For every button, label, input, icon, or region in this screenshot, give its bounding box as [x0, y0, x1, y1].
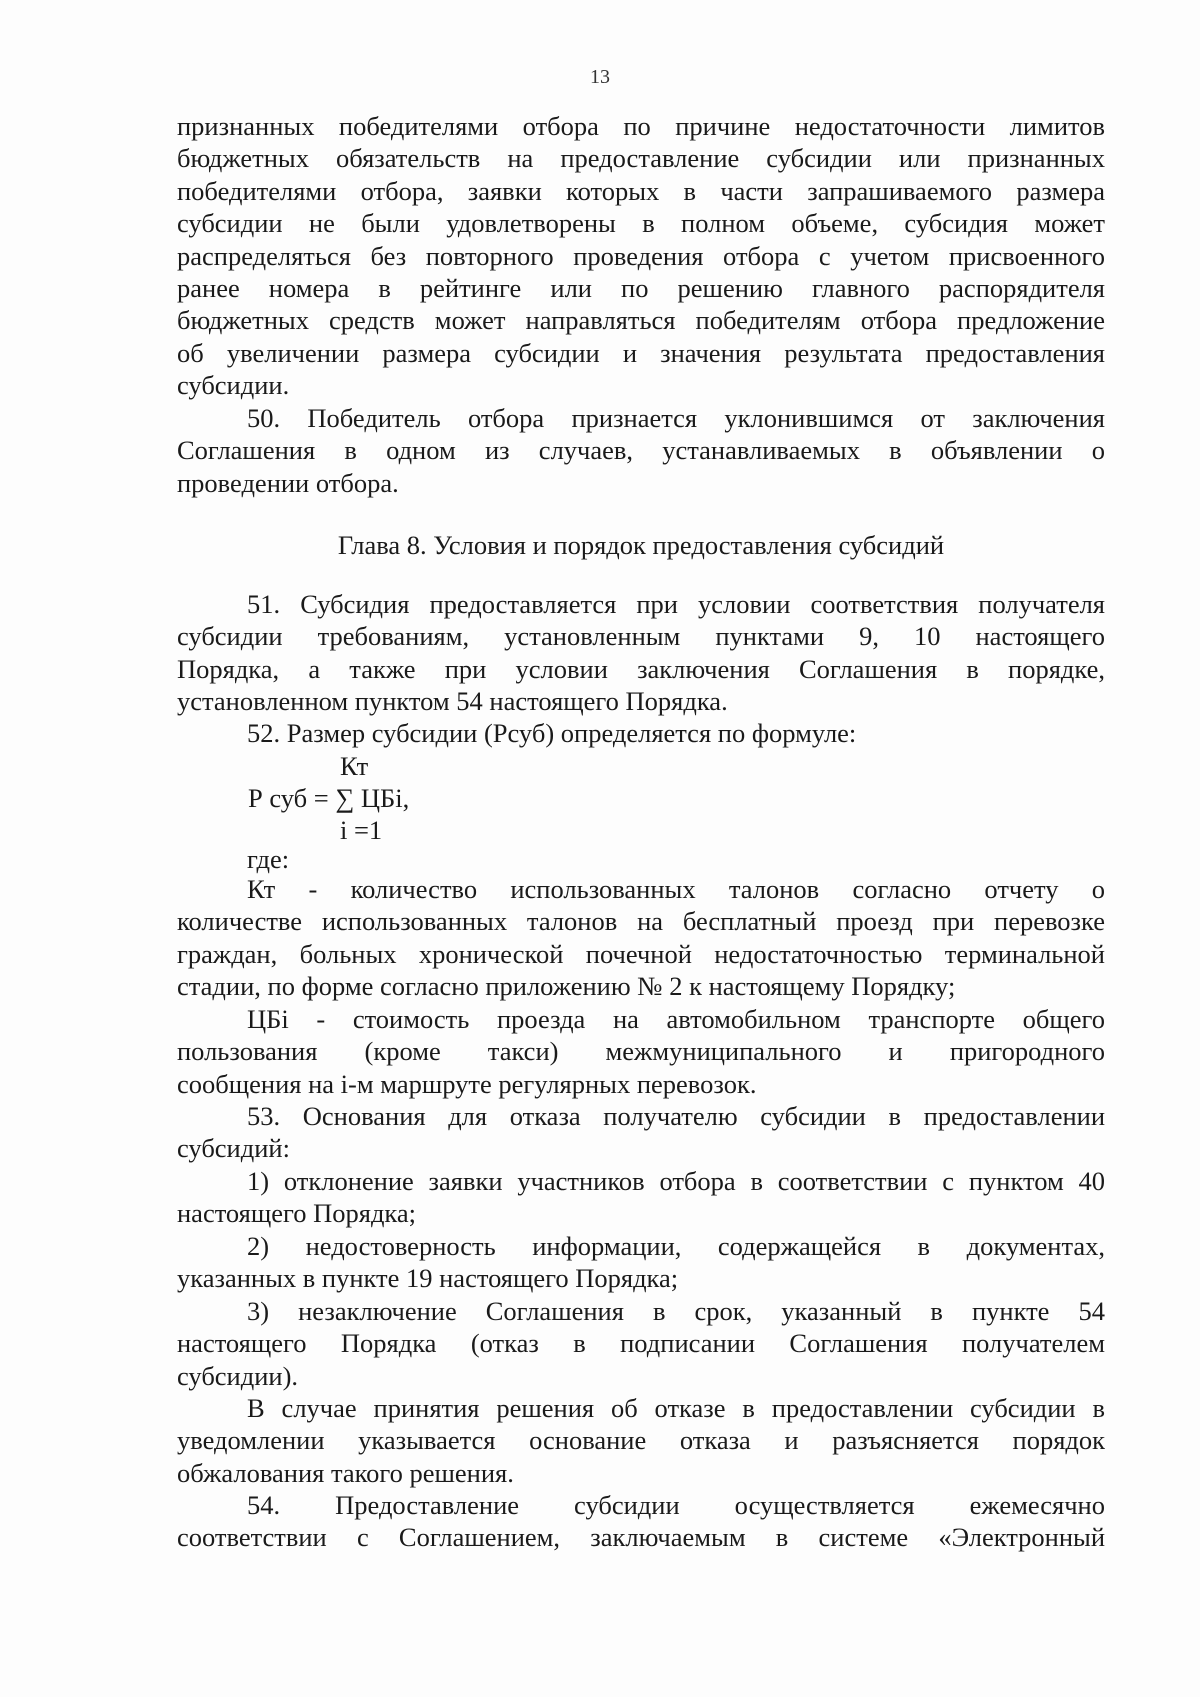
formula: [248, 750, 409, 846]
refusal-reason-3: [177, 1295, 1105, 1392]
text-line: соответствии с Соглашением, заключаемым в системе «Электронный: [177, 1522, 1105, 1553]
text-line: ранее номера в рейтинге или по решению главного распорядителя: [177, 273, 1105, 304]
text-line: 53. Основания для отказа получателю субсидии в предоставлении: [247, 1101, 1105, 1131]
text-line: субсидии не были удовлетворены в полном объеме, субсидия может: [177, 208, 1105, 239]
paragraph-53: [177, 1100, 1105, 1165]
text-line: 52. Размер субсидии (Рсуб) определяется по формуле:: [247, 718, 857, 748]
formula-lower-limit: i =1: [340, 815, 383, 845]
paragraph-50: [177, 402, 1105, 499]
text-line: настоящего Порядка (отказ в подписании Соглашения получателем: [177, 1328, 1105, 1359]
text-line: проведении отбора.: [177, 467, 399, 498]
kt-definition: [177, 873, 1105, 1003]
text-line: распределяться без повторного проведения отбора с учетом присвоенного: [177, 240, 1105, 271]
text-line: обжалования такого решения.: [177, 1457, 514, 1488]
text-line: ЦБi - стоимость проезда на автомобильном транспорте общего: [247, 1004, 1105, 1034]
text-line: бюджетных обязательств на предоставление субсидии или признанных: [177, 143, 1105, 174]
paragraph-51: [177, 588, 1105, 718]
text-line: сообщения на i-м маршруте регулярных перевозок.: [177, 1068, 757, 1099]
paragraph-continuation: [177, 110, 1105, 402]
text-line: установленном пунктом 54 настоящего Порядка.: [177, 686, 728, 717]
text-line: стадии, по форме согласно приложению № 2 к настоящему Порядку;: [177, 971, 956, 1002]
text-line: граждан, больных хронической почечной недостаточностью терминальной: [177, 938, 1105, 969]
text-line: 2) недостоверность информации, содержащейся в документах,: [247, 1231, 1105, 1261]
text-line: количестве использованных талонов на бесплатный проезд при перевозке: [177, 906, 1105, 937]
text-line: 50. Победитель отбора признается уклонившимся от заключения: [247, 403, 1105, 433]
formula-main: Р суб = ∑ ЦБi,: [248, 783, 410, 813]
text-line: 1) отклонение заявки участников отбора в соответствии с пунктом 40: [247, 1166, 1105, 1196]
text-line: субсидии требованиям, установленным пунктами 9, 10 настоящего: [177, 621, 1105, 652]
text-line: 51. Субсидия предоставляется при условии соответствия получателя: [247, 589, 1105, 619]
paragraph-54: [177, 1489, 1105, 1554]
text-line: победителями отбора, заявки которых в части запрашиваемого размера: [177, 175, 1105, 206]
text-line: указанных в пункте 19 настоящего Порядка;: [177, 1263, 679, 1294]
formula-upper-limit: Кт: [340, 751, 369, 781]
text-line: об увеличении размера субсидии и значения результата предоставления: [177, 337, 1105, 368]
where-label-block: [177, 843, 1105, 875]
text-line: признанных победителями отбора по причине недостаточности лимитов: [177, 111, 1105, 141]
cbi-definition: [177, 1003, 1105, 1100]
text-line: уведомлении указывается основание отказа и разъясняется порядок: [177, 1425, 1105, 1456]
text-line: субсидий:: [177, 1133, 290, 1164]
refusal-notice: [177, 1392, 1105, 1489]
refusal-reason-2: [177, 1230, 1105, 1295]
text-line: Соглашения в одном из случаев, устанавливаемых в объявлении о: [177, 435, 1105, 466]
text-line: настоящего Порядка;: [177, 1198, 417, 1229]
refusal-reason-1: [177, 1165, 1105, 1230]
text-line: субсидии).: [177, 1360, 299, 1391]
text-line: 54. Предоставление субсидии осуществляется ежемесячно: [247, 1490, 1105, 1520]
where-label: где:: [247, 844, 290, 874]
chapter-heading: Глава 8. Условия и порядок предоставления субсидий: [337, 530, 945, 560]
text-line: субсидии.: [177, 370, 290, 401]
text-line: 3) незаключение Соглашения в срок, указанный в пункте 54: [247, 1296, 1105, 1326]
text-line: бюджетных средств может направляться победителям отбора предложение: [177, 305, 1105, 336]
text-line: пользования (кроме такси) межмуниципального и пригородного: [177, 1036, 1105, 1067]
page-number: 13: [590, 66, 610, 88]
text-line: Кт - количество использованных талонов согласно отчету о: [247, 874, 1105, 904]
text-line: В случае принятия решения об отказе в предоставлении субсидии в: [247, 1393, 1105, 1423]
paragraph-52: [177, 717, 1105, 749]
text-line: Порядка, а также при условии заключения Соглашения в порядке,: [177, 653, 1105, 684]
